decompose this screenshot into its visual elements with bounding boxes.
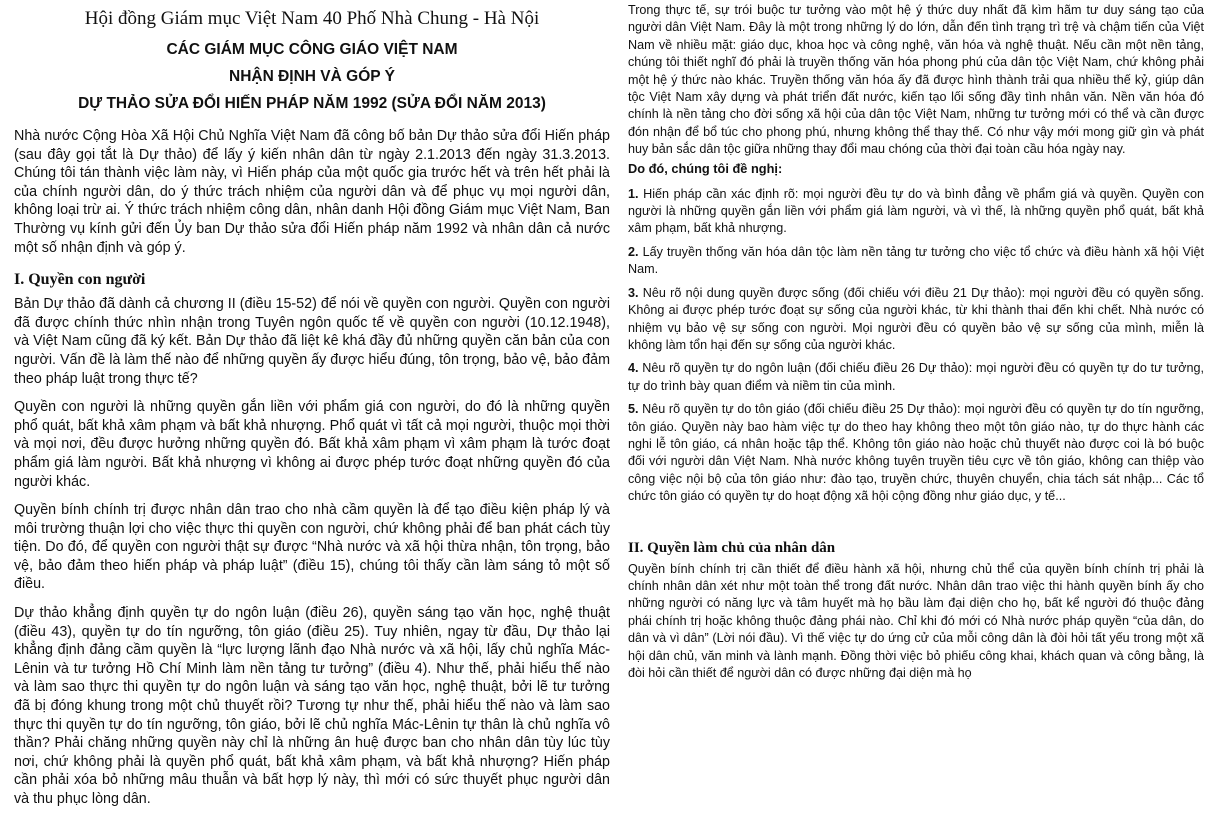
section-2-heading: II. Quyền làm chủ của nhân dân bbox=[628, 539, 836, 556]
item-text: Lấy truyền thống văn hóa dân tộc làm nền tảng tư tưởng cho việc tổ chức và điều hành xã hội Việt Nam. bbox=[628, 244, 1204, 277]
item-number: 4. bbox=[628, 361, 639, 376]
proposal-item bbox=[628, 244, 1204, 279]
paragraph-1: Bản Dự thảo đã dành cả chương II (điều 15-52) để nói về quyền con người. Quyền con người đã được chính thức nhìn nhận trong Tuyên ngôn quốc tế về quyền con người (10.12.1948), và Việt Nam cũng đã ký kết. Bản Dự thảo đã liệt kê khá đầy đủ những quyền căn bản của con người. Vấn đề là làm thế nào để những quyền ấy được hiểu đúng, tôn trọng, bảo vệ, bảo đảm theo pháp luật trong thực tế? bbox=[14, 296, 610, 387]
section-2-paragraph: Quyền bính chính trị cần thiết để điều hành xã hội, nhưng chủ thể của quyền bính chính trị phải là chính nhân dân xét như một toàn thể trong đất nước. Nhân dân trao việc thi hành quyền bính ấy cho những người có năng lực và tâm huyết mà họ bầu làm đại diện cho họ, bất kể người đó thuộc đảng phái chính trị hoặc không thuộc đảng phái nào. Chỉ khi đó mới có Nhà nước pháp quyền “của dân, do dân và vì dân” (Lời nói đầu). Vì thế việc tự do ứng cử của mỗi công dân là đòi hỏi tất yếu trong một xã hội dân chủ, văn minh và lành mạnh. Đồng thời việc bỏ phiếu công khai, khách quan và công bằng, là đòi hỏi cần thiết để người dân có được những đại diện mà họ bbox=[628, 561, 1204, 680]
right-column bbox=[620, 0, 1216, 832]
title-line-3: DỰ THẢO SỬA ĐỔI HIẾN PHÁP NĂM 1992 (SỬA ĐỔI NĂM 2013) bbox=[78, 95, 546, 112]
paragraph-4: Dự thảo khẳng định quyền tự do ngôn luận (điều 26), quyền sáng tạo văn học, nghệ thuật (điều 43), quyền tự do tín ngưỡng, tôn giáo (điều 25). Tuy nhiên, ngay từ đầu, Dự thảo lại khẳng định đảng cầm quyền là “lực lượng lãnh đạo Nhà nước và xã hội, lấy chủ nghĩa Mác-Lênin và tư tưởng Hồ Chí Minh làm nền tảng tư tưởng” (điều 4). Như thế, phải hiểu thế nào và làm sao thực thi quyền tự do ngôn luận và sáng tạo văn học, nghệ thuật, bởi lẽ tư tưởng đã bị đóng khung trong một chủ thuyết rồi? Tương tự như thế, phải hiểu thế nào và làm sao thực thi quyền tự do tín ngưỡng, tôn giáo, bởi lẽ chủ nghĩa Mác-Lênin tự thân là chủ nghĩa vô thần? Phải chăng những quyền này chỉ là những ân huệ được ban cho nhân dân tùy lúc tùy nơi, chứ không phải là quyền phổ quát, bất khả xâm phạm, và bất khả nhượng? Hiến pháp cần phải xóa bỏ những mâu thuẫn và bất hợp lý này, thì mới có sức thuyết phục người dân và thu phục lòng dân. bbox=[14, 605, 610, 807]
item-text: Nêu rõ quyền tự do tôn giáo (đối chiếu điều 25 Dự thảo): mọi người đều có quyền tự do tín ngưỡng, tôn giáo. Quyền này bao hàm việc tự do theo hay không theo một tôn giáo nào, tự do thực hành các nghi lễ tôn giáo, cá nhân hoặc tập thể. Không tôn giáo nào hoặc chủ thuyết nào được coi là bó buộc đối với người dân Việt Nam. Nhà nước không tuyên truyền tiêu cực về tôn giáo, không can thiệp vào công việc nội bộ của tôn giáo như: đào tạo, truyền chức, thuyên chuyển, chia tách sát nhập... Các tổ chức tôn giáo có quyền tự do hoạt động xã hội cộng đồng như giáo dục, y tế... bbox=[628, 402, 1204, 504]
item-text: Hiến pháp cần xác định rõ: mọi người đều tự do và bình đẳng về phẩm giá và quyền. Quyền con người là những quyền gắn liền với phẩm giá làm người, và vì thế, là những quyền phổ quát, bất khả xâm phạm, bất khả nhượng. bbox=[628, 186, 1204, 236]
intro-paragraph: Nhà nước Cộng Hòa Xã Hội Chủ Nghĩa Việt Nam đã công bố bản Dự thảo sửa đổi Hiến pháp (sau đây gọi tắt là Dự thảo) để lấy ý kiến nhân dân từ ngày 2.1.2013 đến ngày 31.3.2013. Chúng tôi tán thành việc làm này, vì Hiến pháp của một quốc gia trước hết và trên hết phải là của chính người dân, do ý thức trách nhiệm của người dân và để phục vụ mọi người dân, không loại trừ ai. Ý thức trách nhiệm công dân, nhân danh Hội đồng Giám mục Việt Nam, Ban Thường vụ kính gửi đến Ủy ban Dự thảo sửa đổi Hiến pháp năm 1992 và nhân dân cả nước một số nhận định và góp ý. bbox=[14, 128, 610, 256]
item-number: 5. bbox=[628, 402, 639, 417]
item-number: 3. bbox=[628, 285, 639, 300]
proposal-heading: Do đó, chúng tôi đề nghị: bbox=[628, 160, 783, 176]
continuation-paragraph: Trong thực tế, sự trói buộc tư tưởng vào một hệ ý thức duy nhất đã kìm hãm tư duy sáng tạo của người dân Việt Nam. Đây là một trong những lý do lớn, dẫn đến tình trạng trì trệ và chậm tiến của Việt Nam về nhiều mặt: giáo dục, khoa học và công nghệ, văn hóa và nghệ thuật. Nếu cần một nền tảng, chúng tôi thiết nghĩ đó phải là truyền thống văn hóa phong phú của dân tộc Việt Nam, chứ không phải một hệ ý thức nào khác. Truyền thống văn hóa ấy đã được hình thành trải qua nhiều thế kỷ, giúp dân tộc Việt Nam xây dựng và phát triển đất nước, kiến tạo lối sống đầy tình nhân văn. Nền văn hóa đó chính là nền tảng cho đời sống xã hội của dân tộc Việt Nam, những tư tưởng mới có thể và cần được đón nhận để bổ túc cho phong phú, nhưng không thể thay thế. Có như vậy mới mong giữ gìn và phát huy bản sắc dân tộc giữa những thay đổi mau chóng của thời đại toàn cầu hóa ngày nay. bbox=[628, 3, 1204, 157]
proposal-item bbox=[628, 401, 1204, 505]
proposal-item bbox=[628, 186, 1204, 238]
proposal-item bbox=[628, 360, 1204, 395]
organization-address: Hội đồng Giám mục Việt Nam 40 Phố Nhà Chung - Hà Nội bbox=[84, 8, 540, 29]
item-number: 2. bbox=[628, 244, 639, 259]
paragraph-3: Quyền bính chính trị được nhân dân trao cho nhà cầm quyền là để tạo điều kiện pháp lý và môi trường thuận lợi cho việc thực thi quyền con người, chứ không phải để ban phát cách tùy tiện. Do đó, để quyền con người thật sự được “Nhà nước và xã hội thừa nhận, tôn trọng, bảo vệ, bảo đảm theo hiến pháp và pháp luật” (điều 15), chúng tôi thấy cần làm sáng tỏ một số điều. bbox=[14, 502, 610, 593]
item-number: 1. bbox=[628, 186, 639, 201]
item-text: Nêu rõ quyền tự do ngôn luận (đối chiếu điều 26 Dự thảo): mọi người đều có quyền tự do tư tưởng, tự do trình bày quan điểm và niềm tin của mình. bbox=[628, 361, 1204, 393]
section-1-heading: I. Quyền con người bbox=[14, 271, 146, 289]
paragraph-2: Quyền con người là những quyền gắn liền với phẩm giá con người, do đó là những quyền phổ quát, bất khả xâm phạm và bất khả nhượng. Phổ quát vì tất cả mọi người, thuộc mọi thời và mọi nơi, đều được hưởng những quyền đó. Bất khả xâm phạm vì xâm phạm là tước đoạt phẩm giá làm người. Bất khả nhượng vì không ai được phép tước đoạt những quyền đó của người khác. bbox=[14, 399, 610, 490]
title-line-1: CÁC GIÁM MỤC CÔNG GIÁO VIỆT NAM bbox=[166, 41, 458, 58]
title-line-2: NHẬN ĐỊNH VÀ GÓP Ý bbox=[229, 68, 395, 85]
item-text: Nêu rõ nội dung quyền được sống (đối chiếu với điều 21 Dự thảo): mọi người đều có quyền sống. Không ai được phép tước đoạt sự sống của người khác, từ khi thành thai đến khi chết. Nhà nước có nhiệm vụ bảo vệ sự sống con người. Mọi người đều có quyền bảo vệ sự sống của mình, miễn là không làm tổn hại đến sự sống của người khác. bbox=[628, 285, 1204, 352]
proposal-item bbox=[628, 285, 1204, 355]
